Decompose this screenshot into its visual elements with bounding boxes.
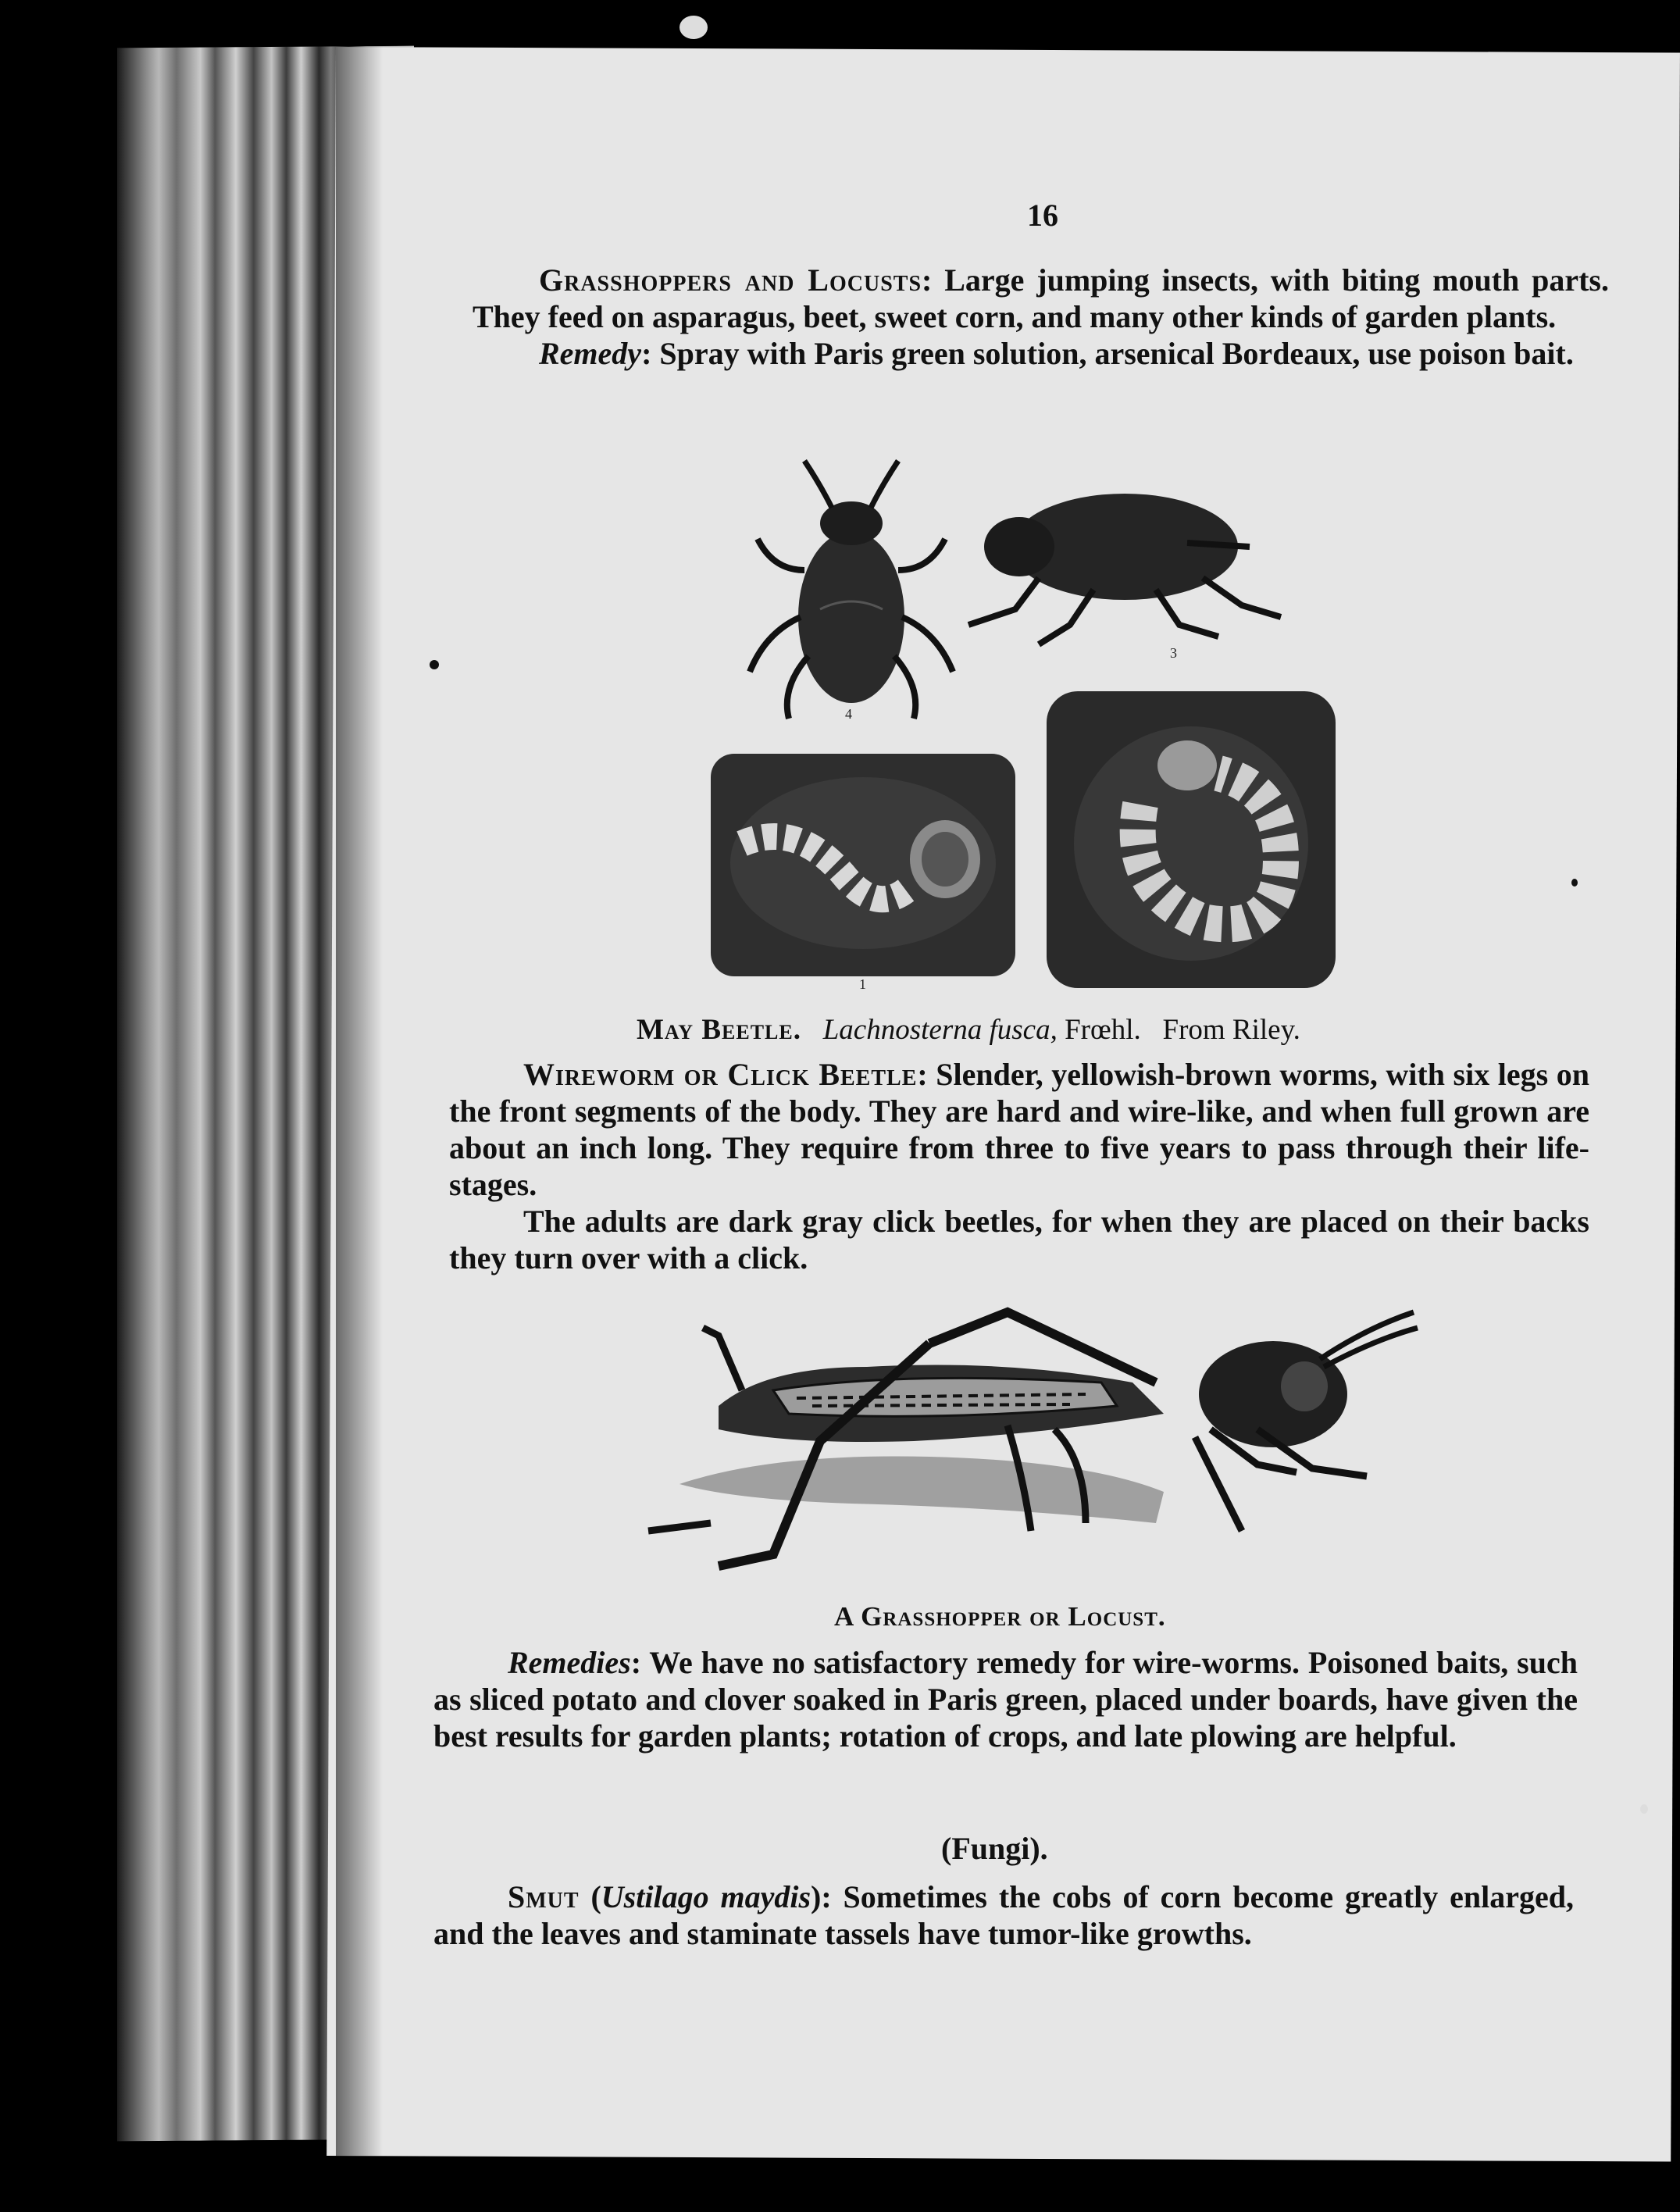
smut-body: : Sometimes the cobs of corn become greatly enlarged, and the leaves and staminate tassels have tumor-like growths. <box>433 1879 1574 1951</box>
grasshoppers-body: : Large jumping insects, with biting mouth parts. They feed on asparagus, beet, sweet corn, and many other kinds of garden plants. <box>473 262 1609 334</box>
wireworm-adults: The adults are dark gray click beetles, for when they are placed on their backs they turn over with a click. <box>449 1204 1589 1275</box>
caption-name: May Beetle. <box>637 1014 801 1046</box>
smut-section: Smut (Ustilago maydis): Sometimes the cobs of corn become greatly enlarged, and the leaves and staminate tassels have tumor-like growths. <box>433 1879 1574 1951</box>
grasshopper-caption: A Grasshopper or Locust. <box>834 1601 1166 1632</box>
scan-speck <box>430 660 439 669</box>
smut-heading: Smut <box>508 1879 580 1914</box>
smut-latin: Ustilago maydis <box>601 1879 811 1914</box>
remedies-label: Remedies <box>508 1645 631 1680</box>
remedies-section <box>433 1644 1578 1754</box>
remedy-text: : Spray with Paris green solution, arsenical Bordeaux, use poison bait. <box>641 336 1574 371</box>
caption-species: Lachnosterna fusca, <box>822 1014 1058 1046</box>
caption-source: From Riley. <box>1162 1014 1300 1046</box>
grasshoppers-heading: Grasshoppers and Locusts <box>539 262 922 298</box>
may-beetle-caption <box>637 1013 1418 1047</box>
beetle-top-view-illustration <box>750 461 953 719</box>
remedies-text: : We have no satisfactory remedy for wire-worms. Poisoned baits, such as sliced potato and clover soaked in Paris green, placed under boards, have given the best results for garden plants; rotation of crops, and late plowing are helpful. <box>433 1645 1578 1754</box>
figure-label-4: 4 <box>845 706 852 722</box>
scan-speck <box>1640 1804 1648 1814</box>
may-beetle-figure <box>703 453 1343 1000</box>
wireworm-heading: Wireworm or Click Beetle <box>523 1057 918 1092</box>
fungi-heading: (Fungi). <box>941 1831 1048 1866</box>
grasshopper-illustration <box>648 1312 1418 1566</box>
curled-grub-illustration <box>1047 691 1336 988</box>
scan-speck <box>1571 879 1578 887</box>
wireworm-body: : Slender, yellowish-brown worms, with six legs on the front segments of the body. They are hard and wire-like, and when full grown are about an inch long. They require from three to five years to pass through their life-stages. <box>449 1057 1589 1202</box>
grub-in-soil-illustration <box>711 754 1015 976</box>
wireworm-section <box>449 1056 1589 1276</box>
grasshopper-figure <box>617 1297 1421 1593</box>
grasshoppers-section <box>473 262 1609 372</box>
remedy-label: Remedy <box>539 336 642 371</box>
caption-author: Frœhl. <box>1065 1014 1141 1046</box>
page-number: 16 <box>1027 198 1058 233</box>
page-gutter-shadow <box>336 47 383 2156</box>
scan-blemish <box>679 16 708 39</box>
figure-label-3: 3 <box>1170 645 1177 661</box>
beetle-side-view-illustration <box>968 494 1281 644</box>
figure-label-1: 1 <box>859 976 866 992</box>
